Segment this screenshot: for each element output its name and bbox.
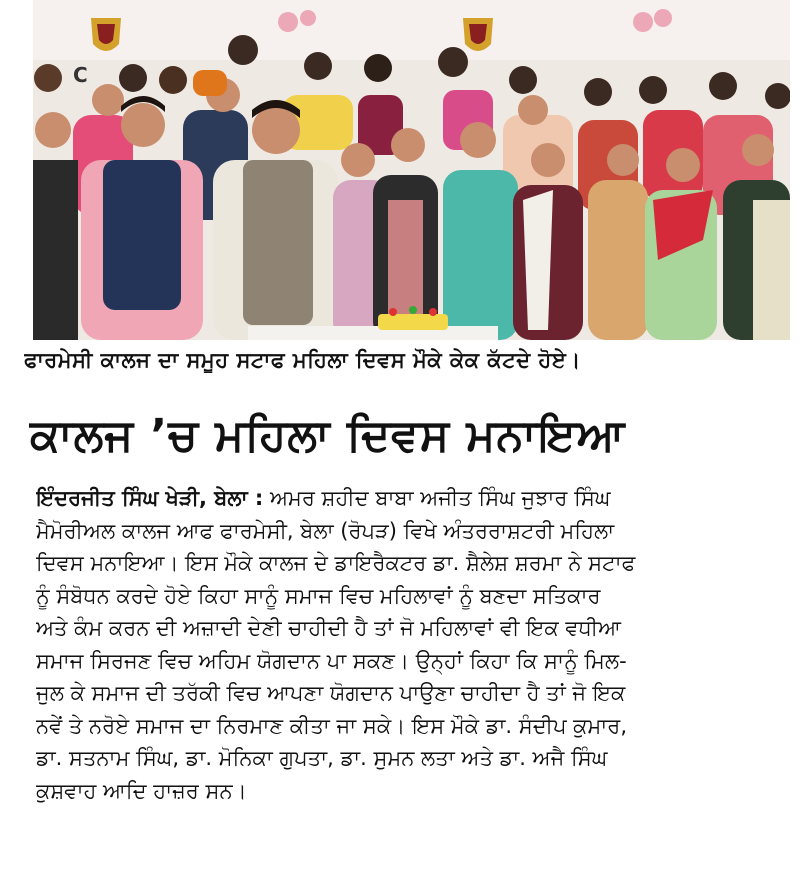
banner-emblem-right (463, 18, 493, 51)
photo-caption: ਫਾਰਮੇਸੀ ਕਾਲਜ ਦਾ ਸਮੂਹ ਸਟਾਫ ਮਹਿਲਾ ਦਿਵਸ ਮੌਕੇ ਕੇਕ ਕੱਟਦੇ ਹੋਏ। (24, 348, 581, 372)
banner-text: C (73, 63, 88, 87)
article-text: ਅਮਰ ਸ਼ਹੀਦ ਬਾਬਾ ਅਜੀਤ ਸਿੰਘ ਜੁਝਾਰ ਸਿੰਘ (269, 486, 611, 510)
article-body (36, 482, 788, 807)
banner-emblem-left (91, 18, 121, 51)
article-line: ਕੁਸ਼ਵਾਹ ਆਦਿ ਹਾਜ਼ਰ ਸਨ। (36, 778, 247, 803)
group-photo-illustration (33, 0, 790, 340)
article-line: ਨੂੰ ਸੰਬੋਧਨ ਕਰਦੇ ਹੋਏ ਕਿਹਾ ਸਾਨੂੰ ਸਮਾਜ ਵਿਚ ਮਹਿਲਾਵਾਂ ਨੂੰ ਬਣਦਾ ਸਤਿਕਾਰ (36, 583, 601, 608)
article-line: ਦਿਵਸ ਮਨਾਇਆ। ਇਸ ਮੌਕੇ ਕਾਲਜ ਦੇ ਡਾਇਰੈਕਟਰ ਡਾ. ਸ਼ੈਲੇਸ਼ ਸ਼ਰਮਾ ਨੇ ਸਟਾਫ (36, 551, 636, 575)
article-headline: ਕਾਲਜ ’ਚ ਮਹਿਲਾ ਦਿਵਸ ਮਨਾਇਆ (30, 410, 626, 461)
article-line: ਸਮਾਜ ਸਿਰਜਣ ਵਿਚ ਅਹਿਮ ਯੋਗਦਾਨ ਪਾ ਸਕਣ। ਉਨ੍ਹਾਂ ਕਿਹਾ ਕਿ ਸਾਨੂੰ ਮਿਲ- (36, 648, 627, 673)
article-line: ਮੈਮੋਰੀਅਲ ਕਾਲਜ ਆਫ ਫਾਰਮੇਸੀ, ਬੇਲਾ (ਰੋਪੜ) ਵਿਖੇ ਅੰਤਰਰਾਸ਼ਟਰੀ ਮਹਿਲਾ (36, 518, 615, 543)
article-line: ਜੁਲ ਕੇ ਸਮਾਜ ਦੀ ਤਰੱਕੀ ਵਿਚ ਆਪਣਾ ਯੋਗਦਾਨ ਪਾਉਣਾ ਚਾਹੀਦਾ ਹੈ ਤਾਂ ਜੋ ਇਕ (36, 681, 626, 705)
byline: ਇੰਦਰਜੀਤ ਸਿੰਘ ਖੇੜੀ, ਬੇਲਾ : (36, 486, 264, 510)
article-line: ਅਤੇ ਕੰਮ ਕਰਨ ਦੀ ਅਜ਼ਾਦੀ ਦੇਣੀ ਚਾਹੀਦੀ ਹੈ ਤਾਂ ਜੋ ਮਹਿਲਾਵਾਂ ਵੀ ਇਕ ਵਧੀਆ (36, 616, 621, 640)
article-line (36, 482, 788, 515)
article-line: ਨਵੇਂ ਤੇ ਨਰੋਏ ਸਮਾਜ ਦਾ ਨਿਰਮਾਣ ਕੀਤਾ ਜਾ ਸਕੇ। ਇਸ ਮੌਕੇ ਡਾ. ਸੰਦੀਪ ਕੁਮਾਰ, (36, 713, 628, 738)
group-photo (33, 0, 790, 340)
article-line: ਡਾ. ਸਤਨਾਮ ਸਿੰਘ, ਡਾ. ਮੋਨਿਕਾ ਗੁਪਤਾ, ਡਾ. ਸੁਮਨ ਲਤਾ ਅਤੇ ਡਾ. ਅਜੈ ਸਿੰਘ (36, 746, 608, 770)
